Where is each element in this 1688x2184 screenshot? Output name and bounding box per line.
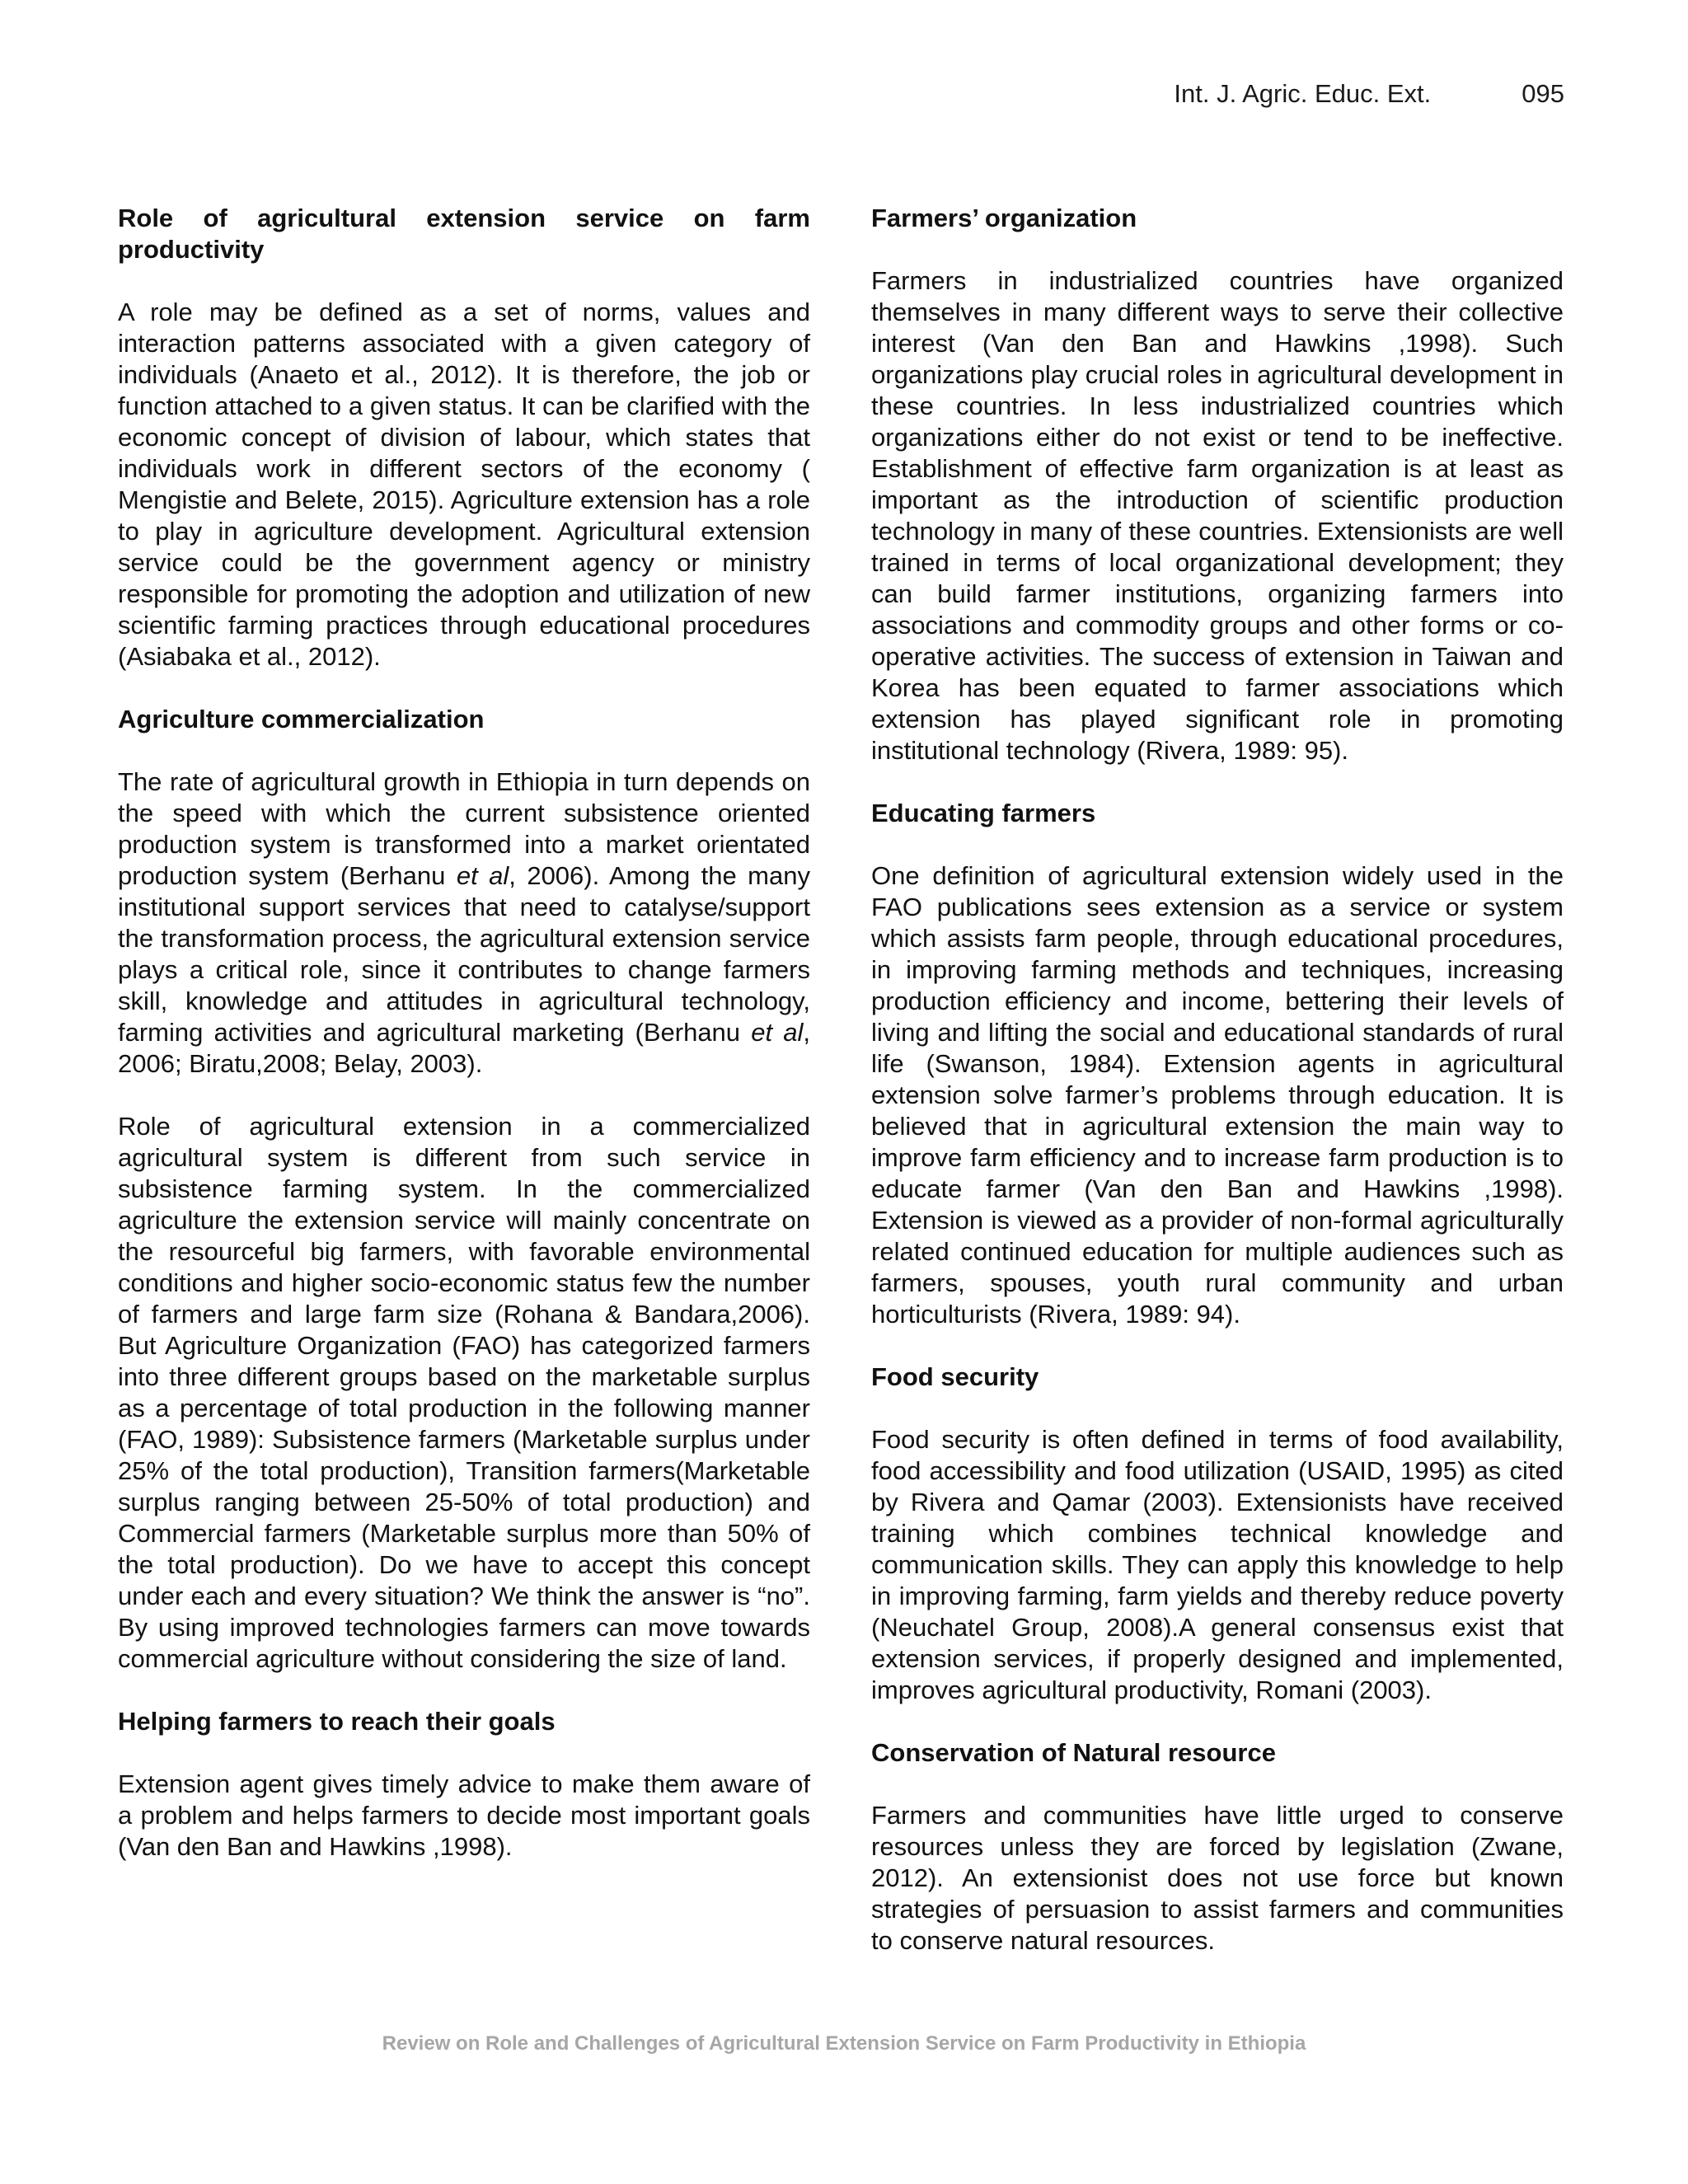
- paragraph-role: A role may be defined as a set of norms, values and interaction patterns associated with a given category of individuals (Anaeto et al., 2012). It is therefore, the job or function attached to a given status. It can be clarified with the economic concept of division of labour, which states that individuals work in different sectors of the economy ( Mengistie and Belete, 2015). Agriculture extension has a role to play in agriculture development. Agricultural extension service could be the government agency or ministry responsible for promoting the adoption and utilization of new scientific farming practices through educational procedures (Asiabaka et al., 2012).: [118, 298, 810, 671]
- section-heading-educating: Educating farmers: [871, 799, 1096, 827]
- right-column: [871, 203, 1564, 1988]
- section-heading-role: Role of agricultural extension service on farm productivity: [118, 204, 810, 264]
- paragraph-commercialization-1: The rate of agricultural growth in Ethiopia in turn depends on the speed with which the current subsistence oriented production system is transformed into a market orientated production system (Berhanu et al, 2006). Among the many institutional support services that need to catalyse/support the transformation process, the agricultural extension service plays a critical role, since it contributes to change farmers skill, knowledge and attitudes in agricultural technology, farming activities and agricultural marketing (Berhanu et al, 2006; Biratu,2008; Belay, 2003).: [118, 767, 810, 1078]
- section-goals: [118, 1706, 810, 1863]
- paragraph-commercialization-2: Role of agricultural extension in a commercialized agricultural system is different from such service in subsistence farming system. In the commercialized agriculture the extension service will mainly concentrate on the resourceful big farmers, with favorable environmental conditions and higher socio-economic status few the number of farmers and large farm size (Rohana & Bandara,2006). But Agriculture Organization (FAO) has categorized farmers into three different groups based on the marketable surplus as a percentage of total production in the following manner (FAO, 1989): Subsistence farmers (Marketable surplus under 25% of the total production), Transition farmers(Marketable surplus ranging between 25-50% of total production) and Commercial farmers (Marketable surplus more than 50% of the total production). Do we have to accept this concept under each and every situation? We think the answer is “no”. By using improved technologies farmers can move towards commercial agriculture without considering the size of land.: [118, 1112, 810, 1673]
- paragraph-goals: Extension agent gives timely advice to make them aware of a problem and helps farmers to decide most important goals (Van den Ban and Hawkins ,1998).: [118, 1769, 810, 1861]
- section-heading-organization: Farmers’ organization: [871, 204, 1137, 232]
- running-head: [1174, 79, 1564, 109]
- journal-title: Int. J. Agric. Educ. Ext.: [1174, 79, 1432, 108]
- paragraph-organization: Farmers in industrialized countries have organized themselves in many different ways to serve their collective interest (Van den Ban and Hawkins ,1998). Such organizations play crucial roles in agricultural development in these countries. In less industrialized countries which organizations either do not exist or tend to be ineffective. Establishment of effective farm organization is at least as important as the introduction of scientific production technology in many of these countries. Extensionists are well trained in terms of local organizational development; they can build farmer institutions, organizing farmers into associations and commodity groups and other forms or co-operative activities. The success of extension in Taiwan and Korea has been equated to farmer associations which extension has played significant role in promoting institutional technology (Rivera, 1989: 95).: [871, 266, 1564, 765]
- section-heading-conservation: Conservation of Natural resource: [871, 1738, 1276, 1767]
- section-heading-food-security: Food security: [871, 1362, 1039, 1391]
- section-commercialization: [118, 704, 810, 1675]
- section-heading-commercialization: Agriculture commercialization: [118, 705, 485, 733]
- section-conservation: [871, 1737, 1564, 1957]
- section-educating: [871, 798, 1564, 1330]
- page-number: 095: [1522, 79, 1564, 108]
- section-food-security: [871, 1361, 1564, 1706]
- paragraph-food-security: Food security is often defined in terms of food availability, food accessibility and food utilization (USAID, 1995) as cited by Rivera and Qamar (2003). Extensionists have received training which combines technical knowledge and communication skills. They can apply this knowledge to help in improving farming, farm yields and thereby reduce poverty (Neuchatel Group, 2008).A general consensus exist that extension services, if properly designed and implemented, improves agricultural productivity, Romani (2003).: [871, 1425, 1564, 1704]
- paragraph-educating: One definition of agricultural extension widely used in the FAO publications sees extension as a service or system which assists farm people, through educational procedures, in improving farming methods and techniques, increasing production efficiency and income, bettering their levels of living and lifting the social and educational standards of rural life (Swanson, 1984). Extension agents in agricultural extension solve farmer’s problems through education. It is believed that in agricultural extension the main way to improve farm efficiency and to increase farm production is to educate farmer (Van den Ban and Hawkins ,1998). Extension is viewed as a provider of non-formal agriculturally related continued education for multiple audiences such as farmers, spouses, youth rural community and urban horticulturists (Rivera, 1989: 94).: [871, 861, 1564, 1329]
- footer-title: Review on Role and Challenges of Agricultural Extension Service on Farm Productivity in Ethiopia: [382, 2032, 1306, 2055]
- section-organization: [871, 203, 1564, 766]
- section-role: [118, 203, 810, 673]
- section-heading-goals: Helping farmers to reach their goals: [118, 1707, 556, 1736]
- paragraph-conservation: Farmers and communities have little urged to conserve resources unless they are forced by legislation (Zwane, 2012). An extensionist does not use force but known strategies of persuasion to assist farmers and communities to conserve natural resources.: [871, 1801, 1564, 1955]
- left-column: [118, 203, 810, 1894]
